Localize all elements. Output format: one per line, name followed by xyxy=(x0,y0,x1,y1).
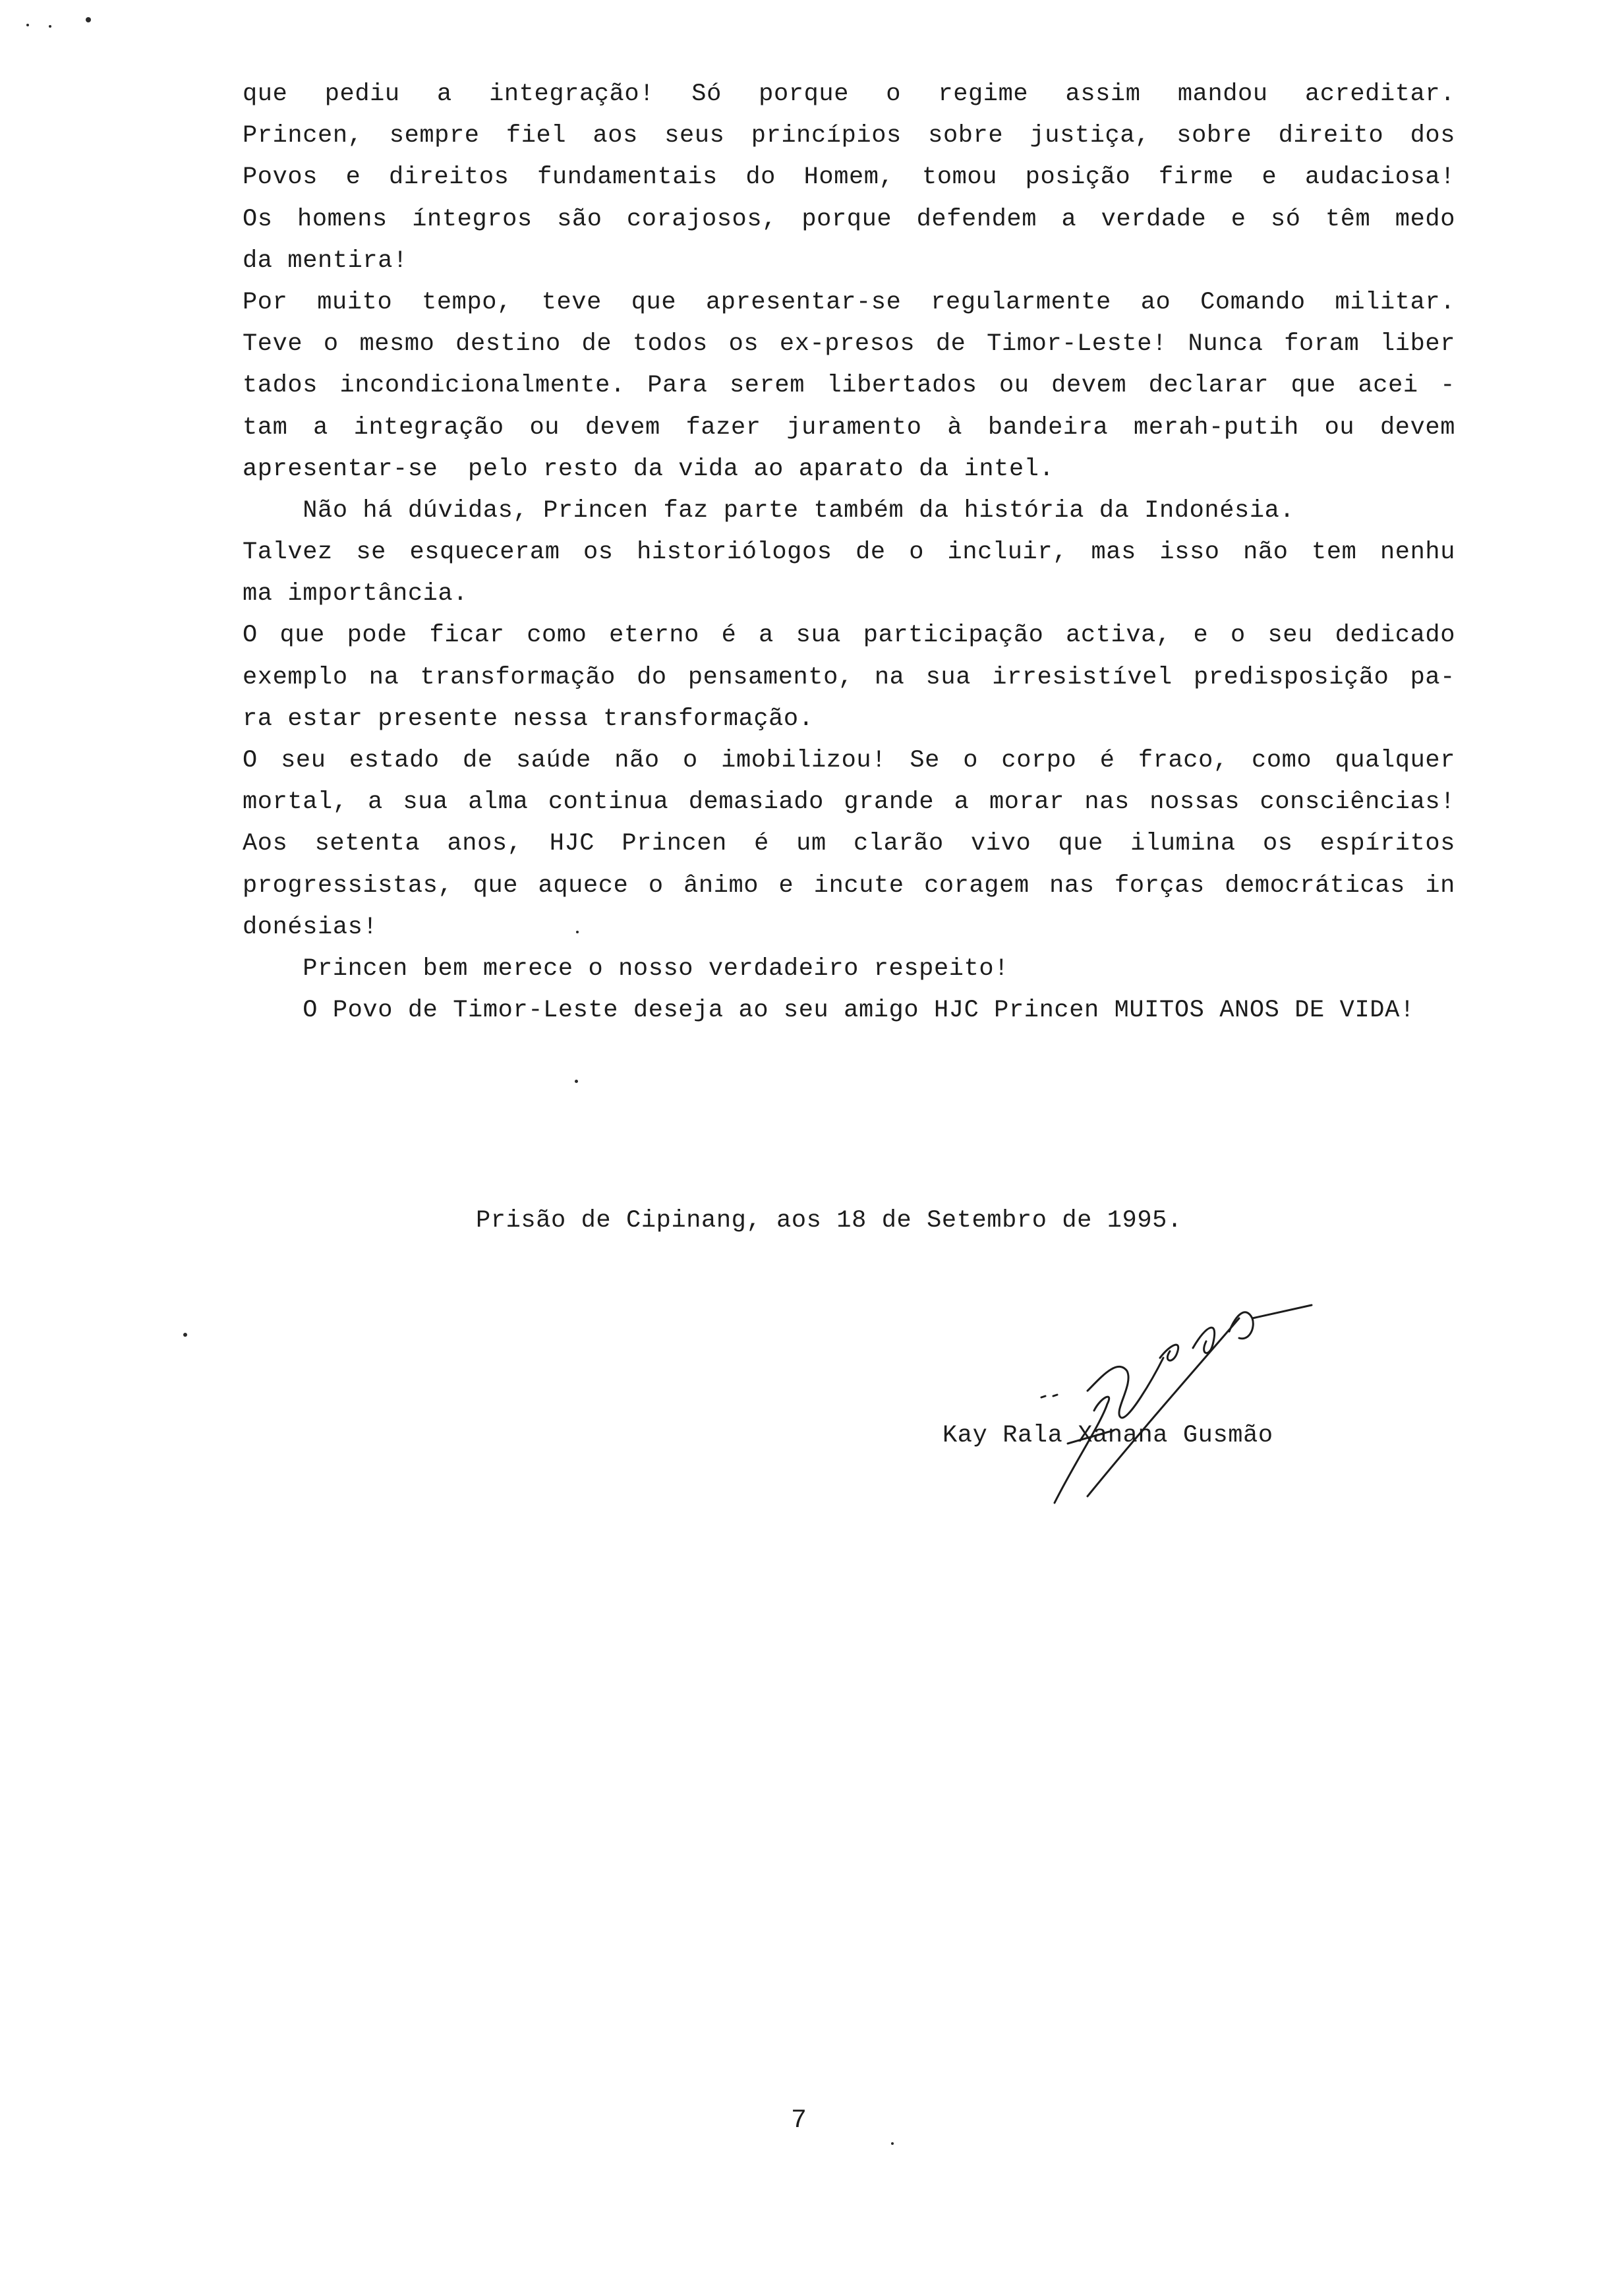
text-line: Povos e direitos fundamentais do Homem, tomou posição firme e audaciosa! xyxy=(243,163,1455,192)
letter-body xyxy=(243,74,1455,1032)
text-line: Não há dúvidas, Princen faz parte também da história da Indonésia. xyxy=(243,496,1295,525)
dateline: Prisão de Cipinang, aos 18 de Setembro de 1995. xyxy=(476,1207,1182,1235)
text-line: Talvez se esqueceram os historiólogos de o incluir, mas isso não tem nenhu xyxy=(243,539,1455,567)
scan-speck xyxy=(86,17,91,22)
text-line: O Povo de Timor-Leste deseja ao seu amigo HJC Princen MUITOS ANOS DE VIDA! xyxy=(243,997,1415,1025)
scan-speck xyxy=(49,25,51,28)
text-line: donésias! xyxy=(243,913,378,941)
scan-speck xyxy=(575,1080,578,1083)
page-number: 7 xyxy=(791,2106,807,2136)
text-line: Por muito tempo, teve que apresentar-se regularmente ao Comando militar. xyxy=(243,288,1455,316)
text-line: ra estar presente nessa transformação. xyxy=(243,705,814,733)
text-line: que pediu a integração! Só porque o regime assim mandou acreditar. xyxy=(243,80,1455,108)
scan-speck xyxy=(26,24,29,26)
text-line: Aos setenta anos, HJC Princen é um clarão vivo que ilumina os espíritos xyxy=(243,830,1455,858)
text-line: Princen bem merece o nosso verdadeiro respeito! xyxy=(243,954,1009,983)
text-line: O que pode ficar como eterno é a sua participação activa, e o seu dedicado xyxy=(243,622,1455,650)
handwritten-signature xyxy=(1002,1279,1424,1529)
text-line: mortal, a sua alma continua demasiado grande a morar nas nossas consciências! xyxy=(243,788,1455,817)
text-line: O seu estado de saúde não o imobilizou! Se o corpo é fraco, como qualquer xyxy=(243,747,1455,774)
text-line: exemplo na transformação do pensamento, na sua irresistível predisposição pa- xyxy=(243,663,1455,691)
text-line: Teve o mesmo destino de todos os ex-presos de Timor-Leste! Nunca foram liber xyxy=(243,330,1455,359)
scan-speck xyxy=(183,1333,187,1337)
signer-name: Kay Rala Xanana Gusmão xyxy=(942,1422,1273,1449)
text-line: ma importância. xyxy=(243,580,469,608)
text-line: Princen, sempre fiel aos seus princípios sobre justiça, sobre direito dos xyxy=(243,122,1455,150)
text-line: tam a integração ou devem fazer juramento à bandeira merah-putih ou devem xyxy=(243,413,1455,442)
text-line: progressistas, que aquece o ânimo e incute coragem nas forças democráticas in xyxy=(243,871,1455,900)
scan-speck xyxy=(576,931,579,933)
text-line: tados incondicionalmente. Para serem libertados ou devem declarar que acei - xyxy=(243,372,1455,400)
text-line: Os homens íntegros são corajosos, porque defendem a verdade e só têm medo xyxy=(243,205,1455,233)
scan-speck xyxy=(891,2142,894,2145)
text-line: da mentira! xyxy=(243,247,408,275)
text-line: apresentar-se pelo resto da vida ao aparato da intel. xyxy=(243,455,1055,483)
